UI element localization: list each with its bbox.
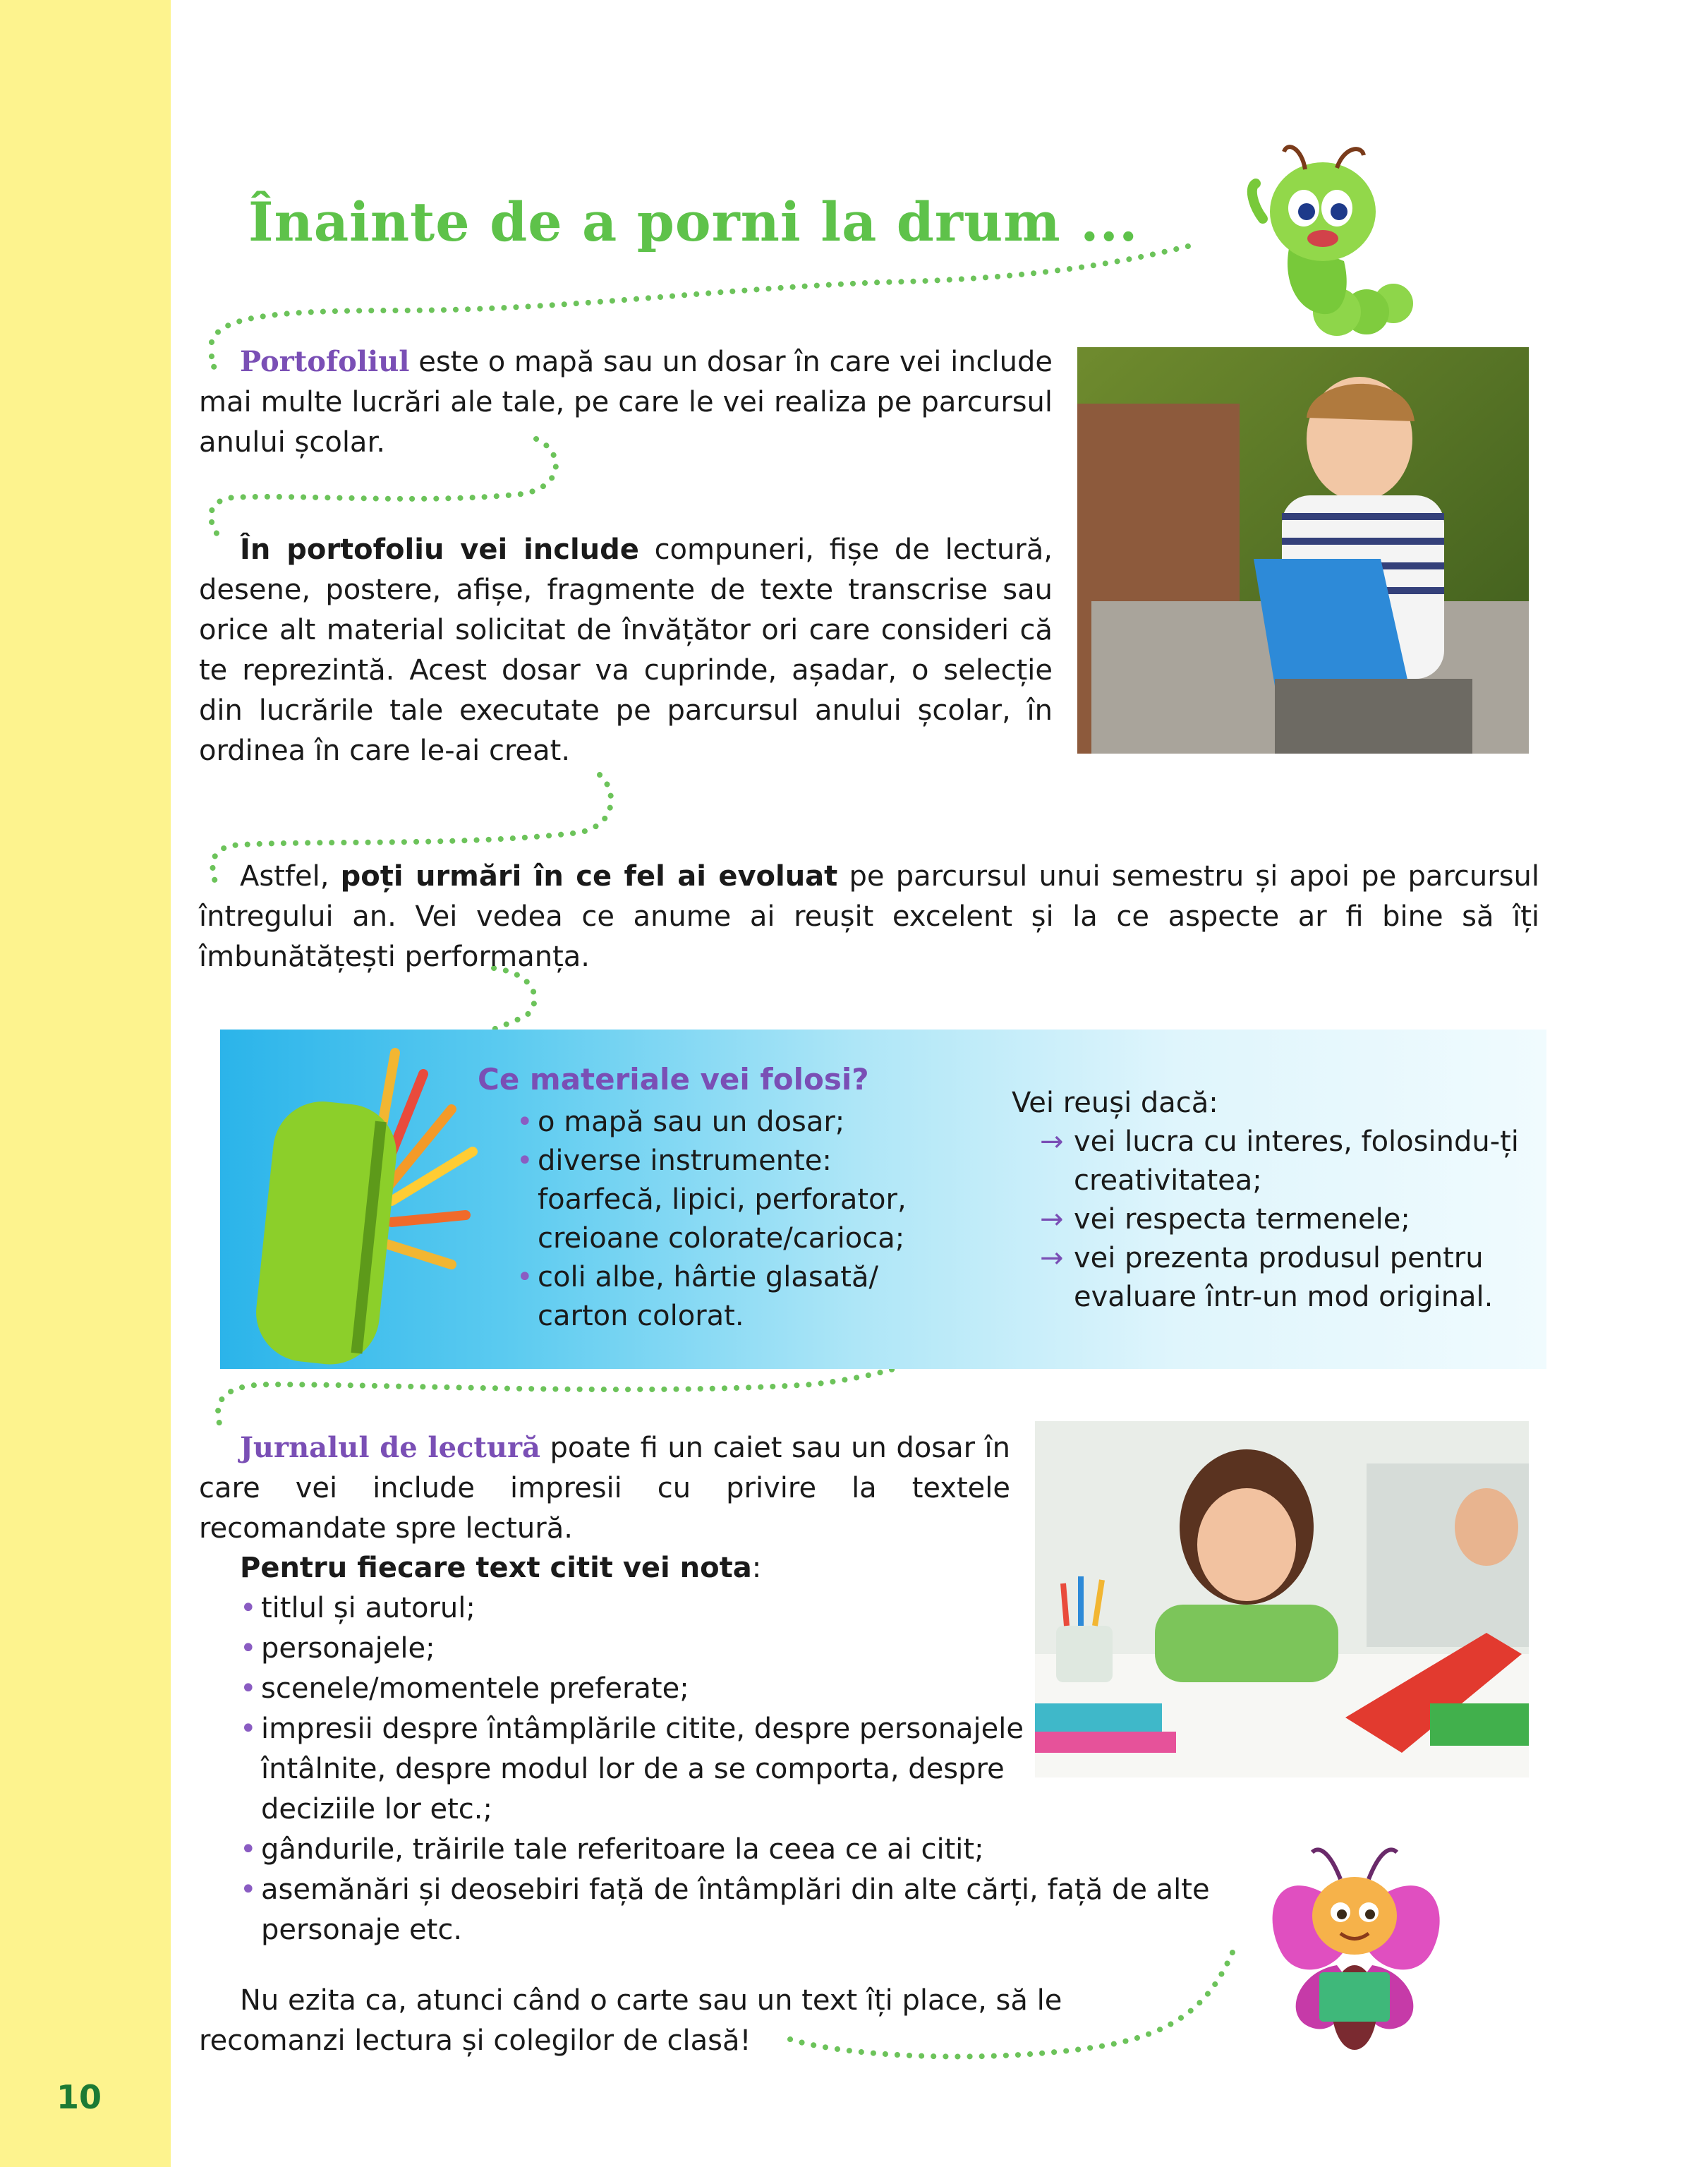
materials-list-container xyxy=(516,1103,940,1336)
journal-lead: Pentru fiecare text citit vei nota xyxy=(240,1552,752,1584)
page-title: Înainte de a porni la drum ... xyxy=(248,191,1139,253)
list-item: • gândurile, trăirile tale referitoare la ceea ce ai citit; xyxy=(240,1830,1257,1870)
materials-list xyxy=(516,1103,940,1336)
list-item: • personajele; xyxy=(240,1629,1257,1669)
list-item: • titlul și autorul; xyxy=(240,1588,1257,1629)
list-item: • o mapă sau un dosar; xyxy=(516,1103,940,1142)
portfolio-intro: Portofoliul este o mapă sau un dosar în care vei include mai multe lucrări ale tale, pe care le vei realiza pe parcursul anului școlar. xyxy=(199,345,1053,459)
portfolio-evolution: Astfel, poți urmări în ce fel ai evoluat pe parcursul unui semestru și apoi pe parcursul întregului an. Vei vedea ce anume ai reușit excelent și la ce aspecte ar fi bine să îți îmbunătățești performanța. xyxy=(199,860,1540,973)
success-block xyxy=(1012,1084,1534,1317)
journal-notes: Pentru fiecare text citit vei nota: • titlul și autorul; • personajele; • scenele/momentele preferate; • impresii despre întâmplările citite, despre personajele întâlnite, despre modul lor de a se comporta, despre deciziile lor etc.; • gândurile, trăirile tale referitoare la ceea ce ai citit; • asemănări și deosebiri față de întâmplări din alte cărți, față de alte personaje etc. xyxy=(199,1548,1257,1950)
list-item: • impresii despre întâmplările citite, despre personajele întâlnite, despre modul lor de a se comporta, despre deciziile lor etc.; xyxy=(240,1709,1030,1830)
butterfly-mascot-icon xyxy=(1252,1831,1457,2071)
portfolio-contents: În portofoliu vei include compuneri, fișe de lectură, desene, postere, afișe, fragmente de texte transcrise sau orice alt material solicitat de învățător ori care consideri că te reprezintă. Acest dosar va cuprinde, așadar, o selecție din lucrările tale executate pe parcursul anului școlar, în ordinea în care le-ai creat. xyxy=(199,533,1053,767)
list-item: → vei prezenta produsul pentru evaluare într-un mod original. xyxy=(1040,1239,1534,1317)
success-heading: Vei reuși dacă: xyxy=(1012,1087,1218,1119)
list-item: • asemănări și deosebiri față de întâmplări din alte cărți, față de alte personaje etc. xyxy=(240,1870,1277,1950)
arrow-right-icon: → xyxy=(1040,1203,1064,1236)
list-item: → vei lucra cu interes, folosindu-ți creativitatea; xyxy=(1040,1123,1534,1200)
journal-list xyxy=(240,1588,1257,1950)
list-item: • scenele/momentele preferate; xyxy=(240,1669,1257,1709)
boy-reading-photo xyxy=(1077,347,1529,754)
list-item: → vei respecta termenele; xyxy=(1040,1200,1534,1239)
journal-closing: Nu ezita ca, atunci când o carte sau un text îți place, să le recomanzi lectura și colegilor de clasă! xyxy=(199,1984,1062,2057)
success-list xyxy=(1040,1123,1534,1317)
arrow-right-icon: → xyxy=(1040,1242,1064,1274)
pencil-case-icon xyxy=(240,1032,494,1367)
page-number: 10 xyxy=(56,2078,102,2116)
side-strip xyxy=(0,0,171,2167)
list-item: • coli albe, hârtie glasată/ carton colorat. xyxy=(516,1258,940,1336)
journal-highlight: Jurnalul de lectură xyxy=(240,1431,540,1464)
list-item: • diverse instrumente: foarfecă, lipici, perforator, creioane colorate/carioca; xyxy=(516,1142,940,1258)
caterpillar-mascot-icon xyxy=(1238,134,1429,346)
arrow-right-icon: → xyxy=(1040,1125,1064,1158)
portfolio-highlight: Portofoliul xyxy=(240,345,410,378)
materials-heading: Ce materiale vei folosi? xyxy=(478,1062,869,1097)
journal-intro: Jurnalul de lectură poate fi un caiet sau un dosar în care vei include impresii cu privire la textele recomandate spre lectură. xyxy=(199,1431,1010,1545)
